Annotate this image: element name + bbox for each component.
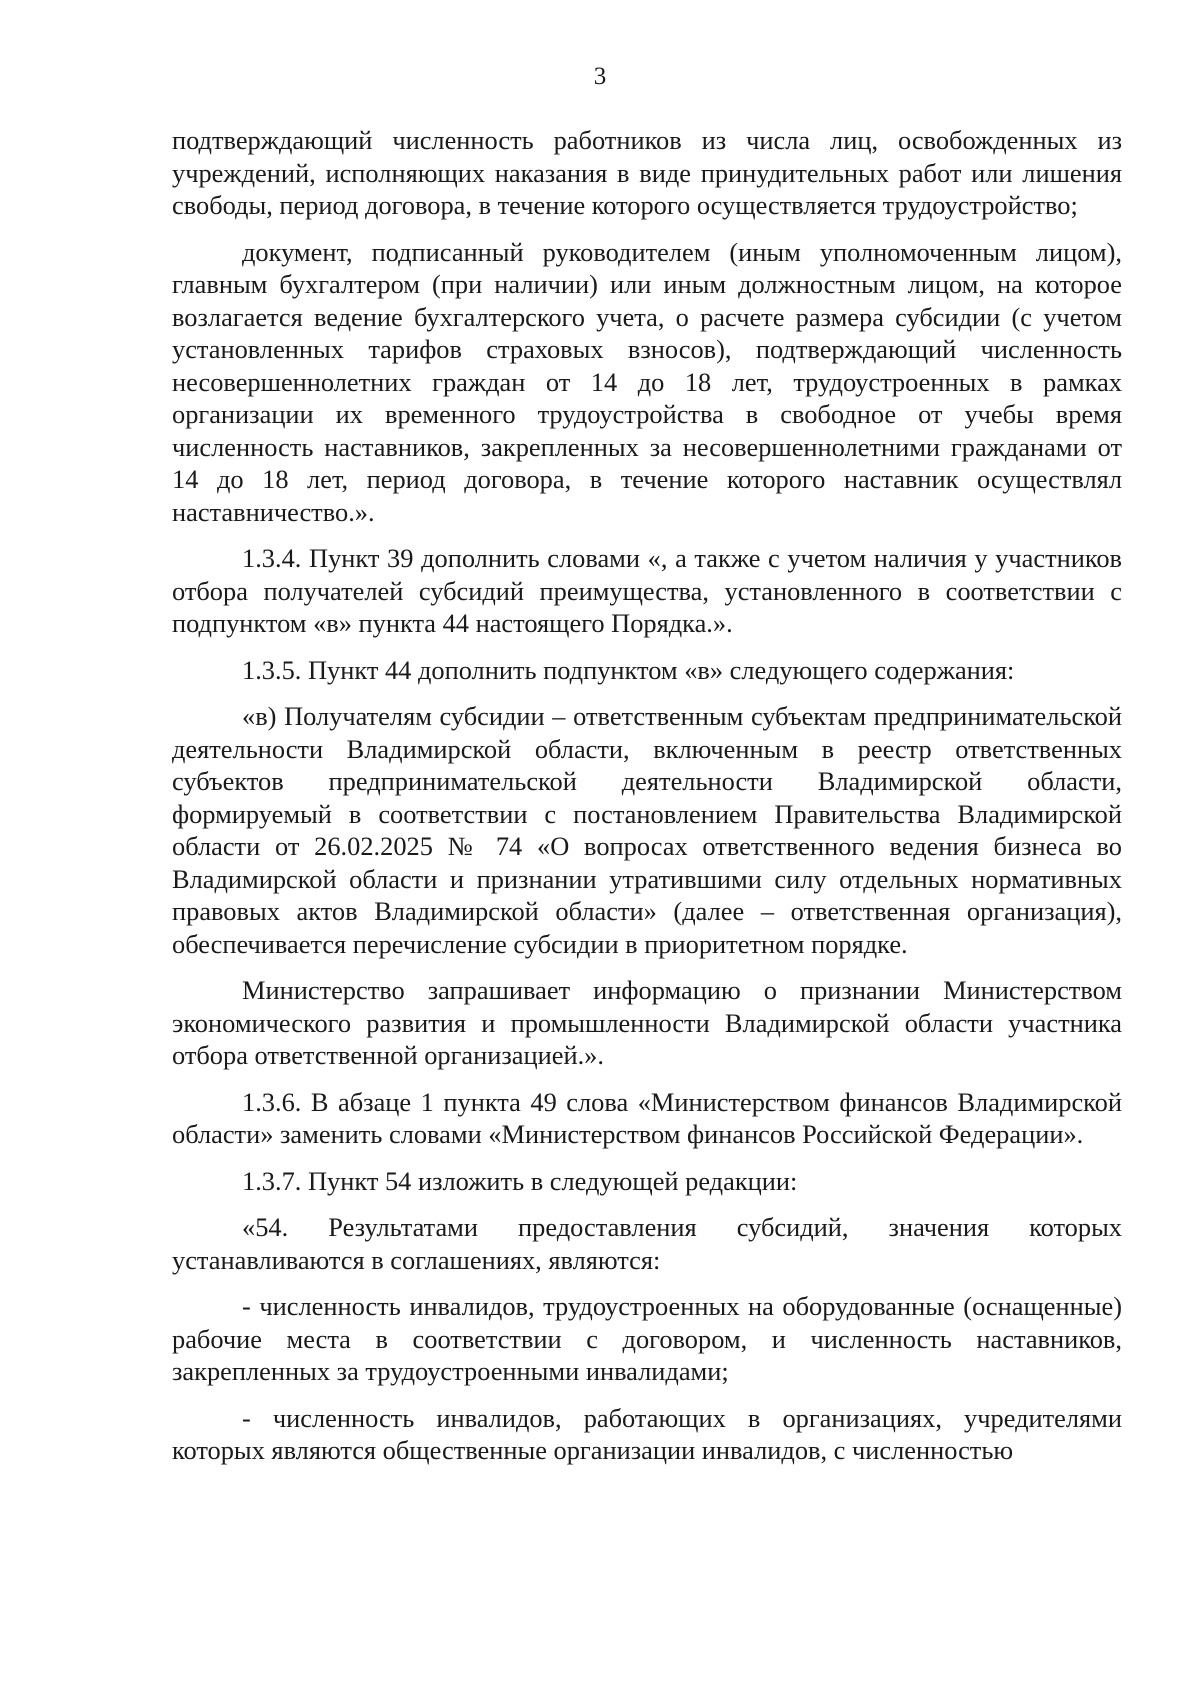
paragraph-1-3-6: 1.3.6. В абзаце 1 пункта 49 слова «Министерством финансов Владимирской области» заменить словами «Министерством финансов Российской Федерации». [172, 1086, 1122, 1149]
paragraph-continuation: подтверждающий численность работников из числа лиц, освобожденных из учреждений, исполняющих наказания в виде принудительных работ или лишения свободы, период договора, в течение которого осуществляется трудоустройство; [172, 125, 1122, 220]
page-number: 3 [593, 63, 607, 90]
paragraph-document-signed: документ, подписанный руководителем (иным уполномоченным лицом), главным бухгалтером (при наличии) или иным должностным лицом, на которое возлагается ведение бухгалтерского учета, о расчете размера субсидии (с учетом установленных тарифов страховых взносов), подтверждающий численность несовершеннолетних граждан от 14 до 18 лет, трудоустроенных в рамках организации их временного трудоустройства в свободное от учебы время численность наставников, закрепленных за несовершеннолетними гражданами от 14 до 18 лет, период договора, в течение которого наставник осуществлял наставничество.». [172, 236, 1122, 527]
paragraph-ministry-request: Министерство запрашивает информацию о признании Министерством экономического развития и промышленности Владимирской области участника отбора ответственной организацией.». [172, 975, 1122, 1070]
paragraph-1-3-7: 1.3.7. Пункт 54 изложить в следующей редакции: [242, 1165, 798, 1196]
list-item-disabled-working: - численность инвалидов, работающих в организациях, учредителями которых являются общественные организации инвалидов, с численностью [172, 1402, 1122, 1465]
paragraph-1-3-5: 1.3.5. Пункт 44 дополнить подпунктом «в» следующего содержания: [242, 654, 1015, 685]
paragraph-subitem-v: «в) Получателям субсидии – ответственным субъектам предпринимательской деятельности Владимирской области, включенным в реестр ответственных субъектов предпринимательской деятельности Владимирской области, формируемый в соответствии с постановлением Правительства Владимирской области от 26.02.2025 № 74 «О вопросах ответственного ведения бизнеса во Владимирской области и признании утратившими силу отдельных нормативных правовых актов Владимирской области» (далее – ответственная организация), обеспечивается перечисление субсидии в приоритетном порядке. [172, 701, 1122, 959]
paragraph-1-3-4: 1.3.4. Пункт 39 дополнить словами «, а также с учетом наличия у участников отбора получателей субсидий преимущества, установленного в соответствии с подпунктом «в» пункта 44 настоящего Порядка.». [172, 543, 1122, 638]
document-body [172, 124, 1122, 1481]
list-item-disabled-employed: - численность инвалидов, трудоустроенных на оборудованные (оснащенные) рабочие места в соответствии с договором, и численность наставников, закрепленных за трудоустроенными инвалидами; [172, 1291, 1122, 1386]
paragraph-item-54: «54. Результатами предоставления субсидий, значения которых устанавливаются в соглашениях, являются: [172, 1212, 1122, 1275]
